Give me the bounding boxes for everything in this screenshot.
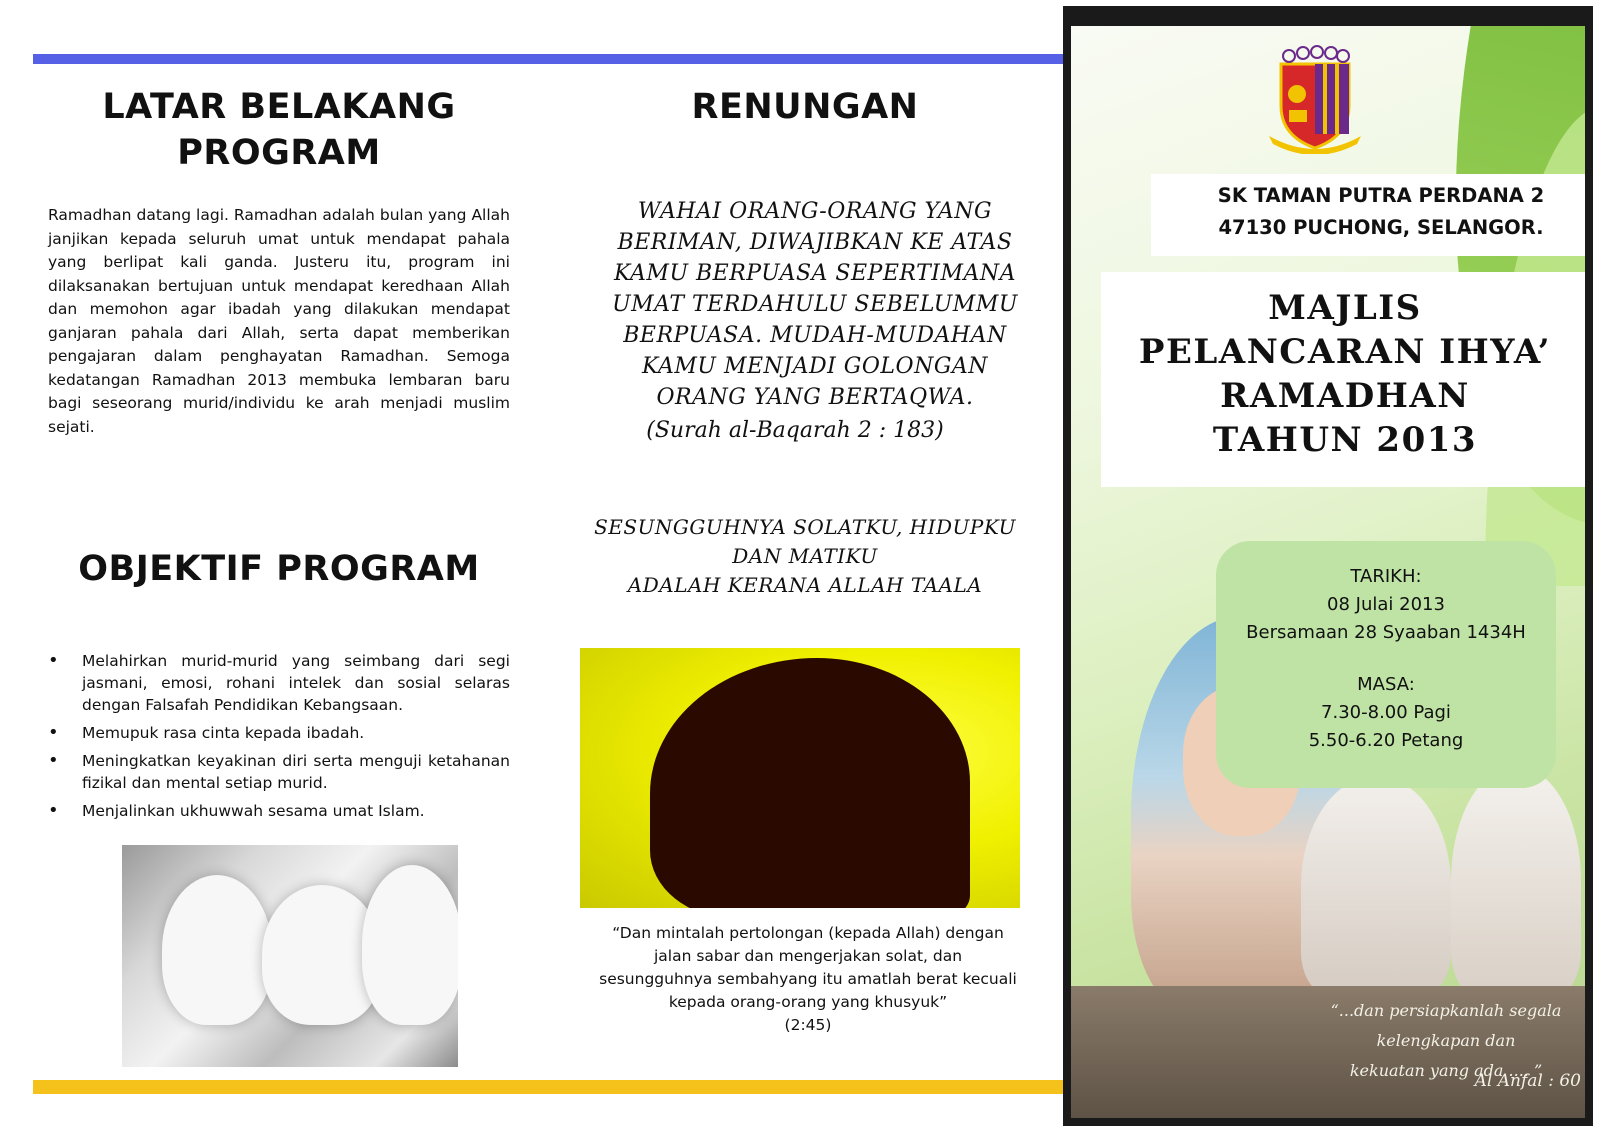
list-item: • Memupuk rasa cinta kepada ibadah. (48, 722, 365, 743)
list-item: • Melahirkan murid-murid yang seimbang dari segi jasmani, emosi, rohani intelek dan sosial selaras dengan Falsafah Pendidikan Kebangsaan. (48, 650, 510, 714)
title-line: RAMADHAN (1220, 376, 1470, 416)
bullet-icon: • (48, 800, 59, 821)
time-morning: 7.30-8.00 Pagi (1321, 702, 1451, 723)
school-name-box (1151, 174, 1585, 256)
reflection-panel (570, 84, 1040, 130)
bullet-icon: • (48, 650, 59, 671)
hadith-line: kepada orang-orang yang khusyuk” (668, 993, 948, 1011)
hadith-quote (598, 922, 1018, 1037)
quote-line: UMAT TERDAHULU SEBELUMMU (612, 292, 1018, 317)
background-heading-line1: LATAR BELAKANG (102, 87, 456, 127)
quote-line: KAMU MENJADI GOLONGAN (641, 354, 989, 379)
quote-reference: (Surah al-Baqarah 2 : 183) (646, 418, 944, 443)
reflection-heading: RENUNGAN (691, 87, 919, 127)
hadith-reference: (2:45) (784, 1016, 832, 1034)
objective-heading: OBJEKTIF PROGRAM (78, 549, 480, 589)
quran-quote (585, 196, 1045, 413)
quote-line: WAHAI ORANG-ORANG YANG (637, 199, 993, 224)
date-label: TARIKH: (1350, 566, 1422, 587)
solat-quote (575, 513, 1035, 600)
title-line: TAHUN 2013 (1212, 420, 1478, 460)
cover-background (1071, 26, 1585, 1118)
hadith-line: sesungguhnya sembahyang itu amatlah berat kecuali (599, 970, 1017, 988)
verse-line: kekuatan yang ada .... ” (1349, 1061, 1543, 1080)
quote-line: KAMU BERPUASA SEPERTIMANA (614, 261, 1016, 286)
event-title (1101, 272, 1585, 487)
school-name: SK TAMAN PUTRA PERDANA 2 (1217, 184, 1545, 207)
title-line: MAJLIS (1268, 288, 1422, 328)
cover-verse-reference: Al Anfal : 60 (1474, 1071, 1581, 1091)
objective-list (48, 650, 510, 828)
prayer-silhouette-image (580, 648, 1020, 908)
date-value: 08 Julai 2013 (1327, 594, 1445, 615)
bullet-icon: • (48, 750, 59, 771)
quote-line: ADALAH KERANA ALLAH TAALA (627, 573, 983, 597)
school-address: 47130 PUCHONG, SELANGOR. (1218, 216, 1544, 239)
quote-line: SESUNGGUHNYA SOLATKU, HIDUPKU (594, 515, 1016, 539)
background-panel (48, 84, 510, 439)
background-heading-line2: PROGRAM (177, 133, 381, 173)
quote-line: DAN MATIKU (732, 544, 878, 568)
list-item: • Meningkatkan keyakinan diri serta menguji ketahanan fizikal dan mental setiap murid. (48, 750, 510, 792)
background-body: Ramadhan datang lagi. Ramadhan adalah bulan yang Allah janjikan kepada seluruh umat untuk mendapat pahala yang berlipat kali ganda. Justeru itu, program ini dilaksanakan bertujuan untuk mendapat keredhaan Allah dan memohon agar ibadah yang dilakukan mendapat ganjaran pahala dari Allah, serta dapat memberikan pengajaran dalam penghayatan Ramadhan. Semoga kedatangan Ramadhan 2013 membuka lembaran baru bagi seseorang murid/individu ke arah menjadi muslim sejati. (48, 206, 510, 436)
list-item: • Menjalinkan ukhuwwah sesama umat Islam. (48, 800, 425, 821)
verse-line: “...dan persiapkanlah segala kelengkapan dan (1330, 1001, 1562, 1050)
school-crest-icon (1267, 44, 1363, 154)
bottom-accent-bar (33, 1080, 1063, 1094)
event-details-box (1216, 541, 1556, 788)
hadith-line: “Dan mintalah pertolongan (kepada Allah) dengan (612, 924, 1004, 942)
title-line: PELANCARAN IHYA’ (1138, 332, 1552, 372)
time-label: MASA: (1357, 674, 1415, 695)
quote-line: ORANG YANG BERTAQWA. (656, 385, 974, 410)
date-hijri: Bersamaan 28 Syaaban 1434H (1246, 622, 1526, 643)
praying-women-photo (122, 845, 458, 1067)
time-evening: 5.50-6.20 Petang (1308, 730, 1464, 751)
bullet-icon: • (48, 722, 59, 743)
hadith-line: jalan sabar dan mengerjakan solat, dan (653, 947, 963, 965)
top-accent-bar (33, 54, 1063, 64)
background-heading (48, 84, 510, 176)
quote-line: BERIMAN, DIWAJIBKAN KE ATAS (617, 230, 1013, 255)
cover-panel (1063, 6, 1593, 1126)
quote-line: BERPUASA. MUDAH-MUDAHAN (623, 323, 1007, 348)
